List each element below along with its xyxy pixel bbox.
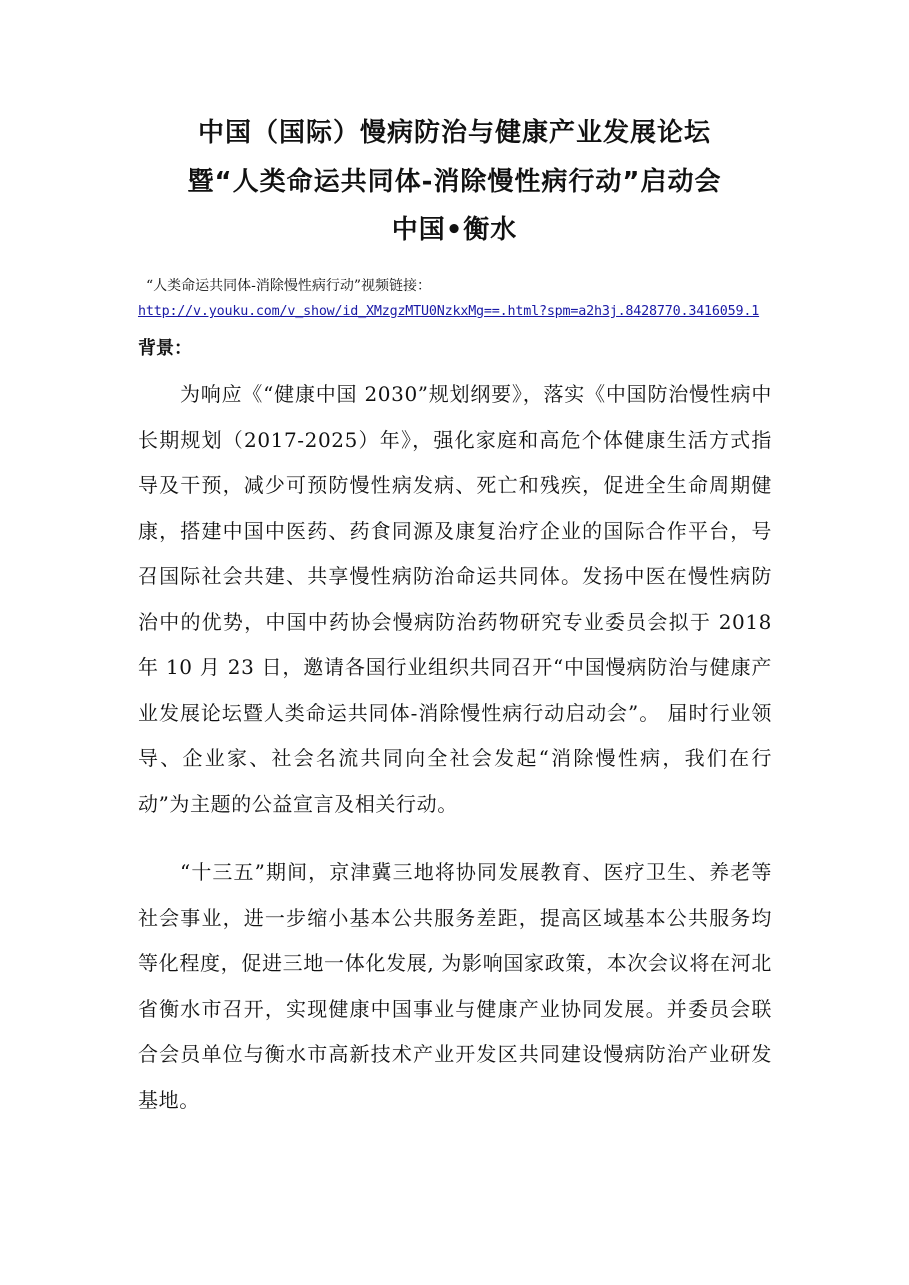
background-paragraph-2: “十三五”期间，京津冀三地将协同发展教育、医疗卫生、养老等社会事业，进一步缩小基本公共服务差距，提高区域基本公共服务均等化程度，促进三地一体化发展, 为影响国家政策，本次会议将在河北省衡水市召开，实现健康中国事业与健康产业协同发展。并委员会联合会员单位与衡水市高新技术产业开发区共同建设慢病防治产业研发基地。	[138, 860, 772, 1112]
title-line-1: 中国（国际）慢病防治与健康产业发展论坛	[197, 118, 711, 148]
background-heading: 背景：	[138, 338, 192, 359]
title-line-3: 中国•衡水	[391, 215, 518, 245]
background-paragraph-1: 为响应《“健康中国 2030”规划纲要》，落实《中国防治慢性病中长期规划（2017-2025）年》，强化家庭和高危个体健康生活方式指导及干预，减少可预防慢性病发病、死亡和残疾，促进全生命周期健康，搭建中国中医药、药食同源及康复治疗企业的国际合作平台，号召国际社会共建、共享慢性病防治命运共同体。发扬中医在慢性病防治中的优势，中国中药协会慢病防治药物研究专业委员会拟于 2018 年 10 月 23 日，邀请各国行业组织共同召开“中国慢病防治与健康产业发展论坛暨人类命运共同体-消除慢性病行动启动会”。 届时行业领导、企业家、社会名流共同向全社会发起“消除慢性病，我们在行动”为主题的公益宣言及相关行动。	[138, 382, 772, 816]
video-link[interactable]: http://v.youku.com/v_show/id_XMzgzMTU0NzkxMg==.html?spm=a2h3j.8428770.3416059.1	[138, 304, 760, 319]
video-link-label: “人类命运共同体-消除慢性病行动”视频链接：	[146, 278, 432, 294]
title-line-2: 暨“人类命运共同体-消除慢性病行动”启动会	[187, 167, 722, 197]
